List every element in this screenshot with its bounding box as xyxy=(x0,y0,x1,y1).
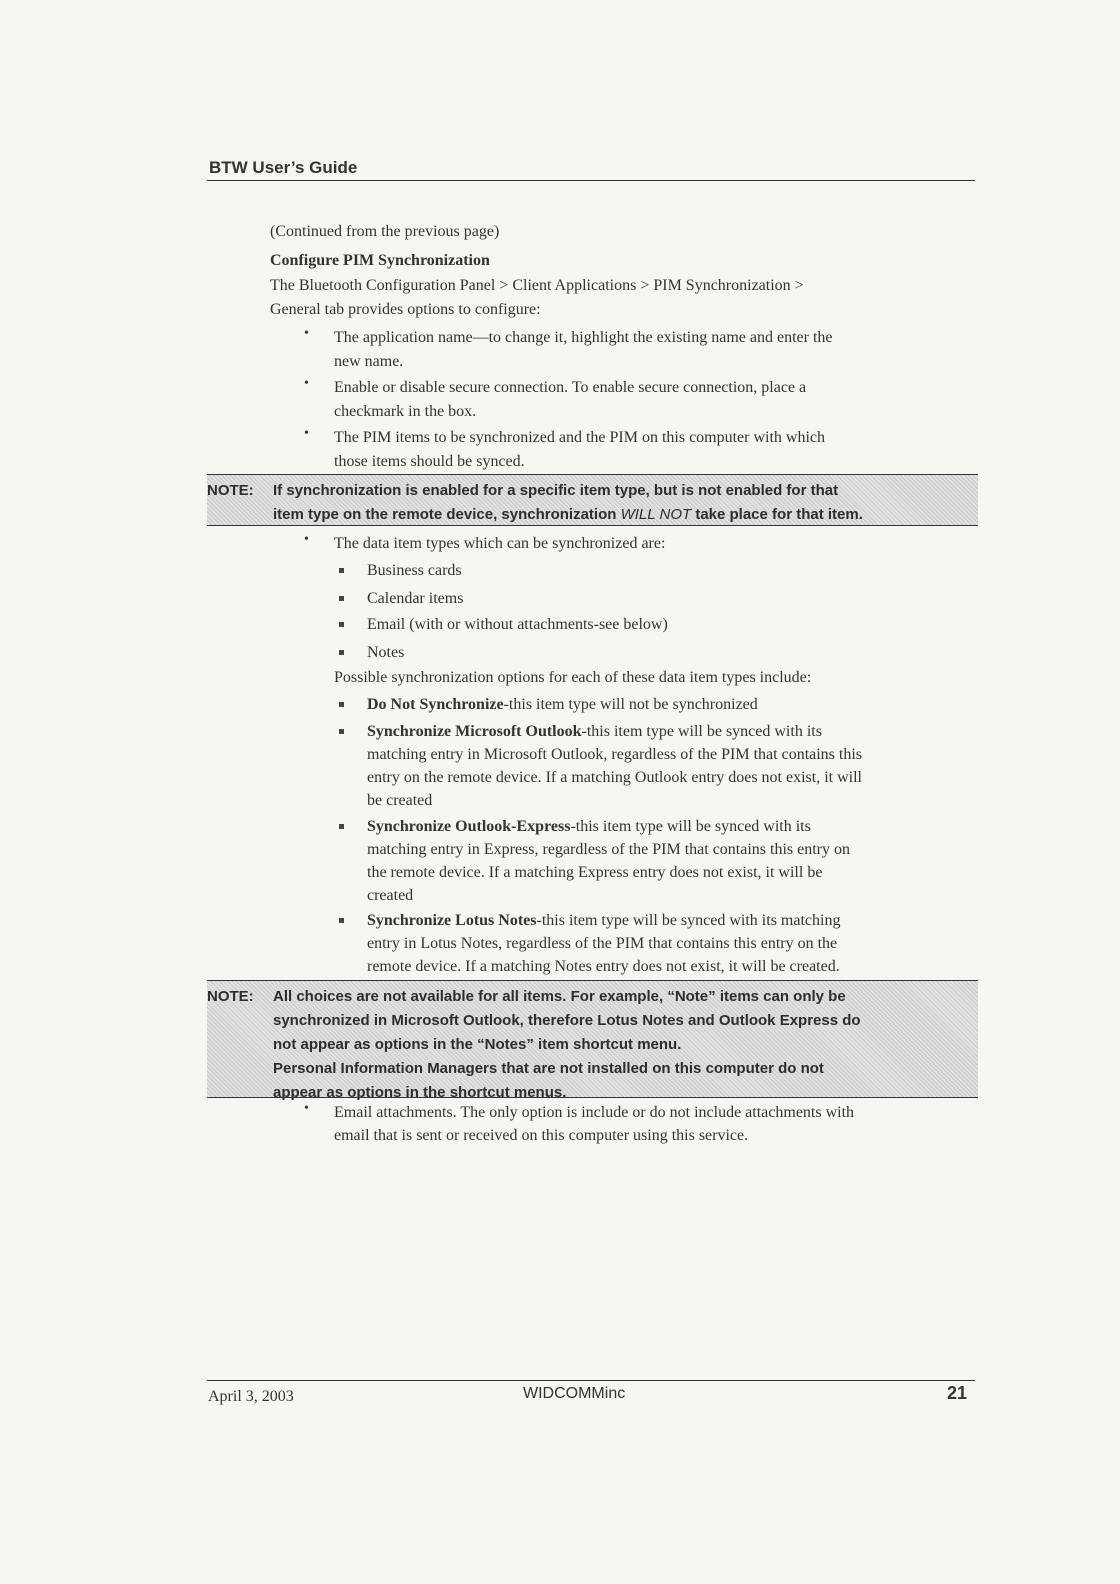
note-line: synchronized in Microsoft Outlook, therefore Lotus Notes and Outlook Express do xyxy=(273,1012,861,1029)
data-type-item: Notes xyxy=(367,644,405,661)
data-types-intro: The data item types which can be synchronized are: xyxy=(334,535,666,552)
bullet-icon: • xyxy=(304,532,309,547)
square-bullet-icon xyxy=(339,596,344,601)
bullet-pim-items-line1: The PIM items to be synchronized and the PIM on this computer with which xyxy=(334,429,826,446)
bullet-secure-line2: checkmark in the box. xyxy=(334,403,477,420)
note-body xyxy=(273,479,973,527)
note-box-choices xyxy=(207,980,978,1101)
option-express-line1 xyxy=(367,815,811,838)
option-express-line3: the remote device. If a matching Express entry does not exist, it will be xyxy=(367,864,823,881)
header-title: BTW User’s Guide xyxy=(209,158,358,177)
option-lotus-line3: remote device. If a matching Notes entry does not exist, it will be created. xyxy=(367,958,840,975)
square-bullet-icon xyxy=(339,824,344,829)
note-line: Personal Information Managers that are not installed on this computer do not xyxy=(273,1060,824,1077)
bullet-icon: • xyxy=(304,426,309,441)
page-footer xyxy=(207,1380,975,1411)
section-heading: Configure PIM Synchronization xyxy=(270,252,490,269)
page-header xyxy=(207,158,975,181)
square-bullet-icon xyxy=(339,622,344,627)
square-bullet-icon xyxy=(339,729,344,734)
option-desc: -this item type will be synced with its xyxy=(570,818,811,835)
option-express-line2: matching entry in Express, regardless of the PIM that contains this entry on xyxy=(367,841,851,858)
email-bullet-line1: Email attachments. The only option is include or do not include attachments with xyxy=(334,1104,855,1121)
intro-paragraph-line1: The Bluetooth Configuration Panel > Client Applications > PIM Synchronization > xyxy=(270,277,804,294)
options-intro: Possible synchronization options for each of these data item types include: xyxy=(334,669,812,686)
option-desc: -this item type will not be synchronized xyxy=(503,696,758,713)
page-number: 21 xyxy=(946,1383,967,1403)
note-text: take place for that item. xyxy=(691,506,863,523)
option-outlook-line1 xyxy=(367,720,822,743)
note-line xyxy=(273,503,973,527)
bullet-pim-items-line2: those items should be synced. xyxy=(334,453,525,470)
square-bullet-icon xyxy=(339,702,344,707)
option-title: Do Not Synchronize xyxy=(367,696,504,713)
data-type-item: Calendar items xyxy=(367,590,464,607)
footer-company: WIDCOMMinc xyxy=(523,1385,626,1402)
data-type-item: Email (with or without attachments-see below) xyxy=(367,616,668,633)
square-bullet-icon xyxy=(339,918,344,923)
bullet-app-name-line2: new name. xyxy=(334,353,404,370)
option-title: Synchronize Outlook-Express xyxy=(367,818,571,835)
note-line: appear as options in the shortcut menus. xyxy=(273,1084,567,1101)
bullet-secure-line1: Enable or disable secure connection. To enable secure connection, place a xyxy=(334,379,807,396)
bullet-icon: • xyxy=(304,1101,309,1116)
option-outlook-line3: entry on the remote device. If a matching Outlook entry does not exist, it will xyxy=(367,769,862,786)
note-label: NOTE: xyxy=(207,988,254,1005)
note-box-sync-enabled xyxy=(207,474,978,526)
option-lotus-line1 xyxy=(367,909,840,932)
note-text: item type on the remote device, synchronization xyxy=(273,506,621,523)
note-body xyxy=(273,985,973,1105)
data-type-item: Business cards xyxy=(367,562,462,579)
note-line: not appear as options in the “Notes” item shortcut menu. xyxy=(273,1036,682,1053)
note-label: NOTE: xyxy=(207,482,254,499)
option-title: Synchronize Microsoft Outlook xyxy=(367,723,582,740)
option-title: Synchronize Lotus Notes xyxy=(367,912,537,929)
note-emphasis: WILL NOT xyxy=(620,506,692,523)
option-do-not-sync xyxy=(367,693,758,716)
bullet-app-name-line1: The application name—to change it, highlight the existing name and enter the xyxy=(334,329,833,346)
option-desc: -this item type will be synced with its matching xyxy=(536,912,841,929)
email-bullet-line2: email that is sent or received on this computer using this service. xyxy=(334,1127,749,1144)
intro-paragraph-line2: General tab provides options to configure: xyxy=(270,301,541,318)
bullet-icon: • xyxy=(304,376,309,391)
option-desc: -this item type will be synced with its xyxy=(581,723,822,740)
option-outlook-line2: matching entry in Microsoft Outlook, regardless of the PIM that contains this xyxy=(367,746,863,763)
note-line: If synchronization is enabled for a specific item type, but is not enabled for that xyxy=(273,482,839,499)
footer-date: April 3, 2003 xyxy=(208,1388,294,1405)
square-bullet-icon xyxy=(339,650,344,655)
continued-note: (Continued from the previous page) xyxy=(270,223,500,240)
note-line: All choices are not available for all items. For example, “Note” items can only be xyxy=(273,988,846,1005)
option-express-line4: created xyxy=(367,887,414,904)
square-bullet-icon xyxy=(339,568,344,573)
option-lotus-line2: entry in Lotus Notes, regardless of the PIM that contains this entry on the xyxy=(367,935,838,952)
option-outlook-line4: be created xyxy=(367,792,433,809)
bullet-icon: • xyxy=(304,326,309,341)
